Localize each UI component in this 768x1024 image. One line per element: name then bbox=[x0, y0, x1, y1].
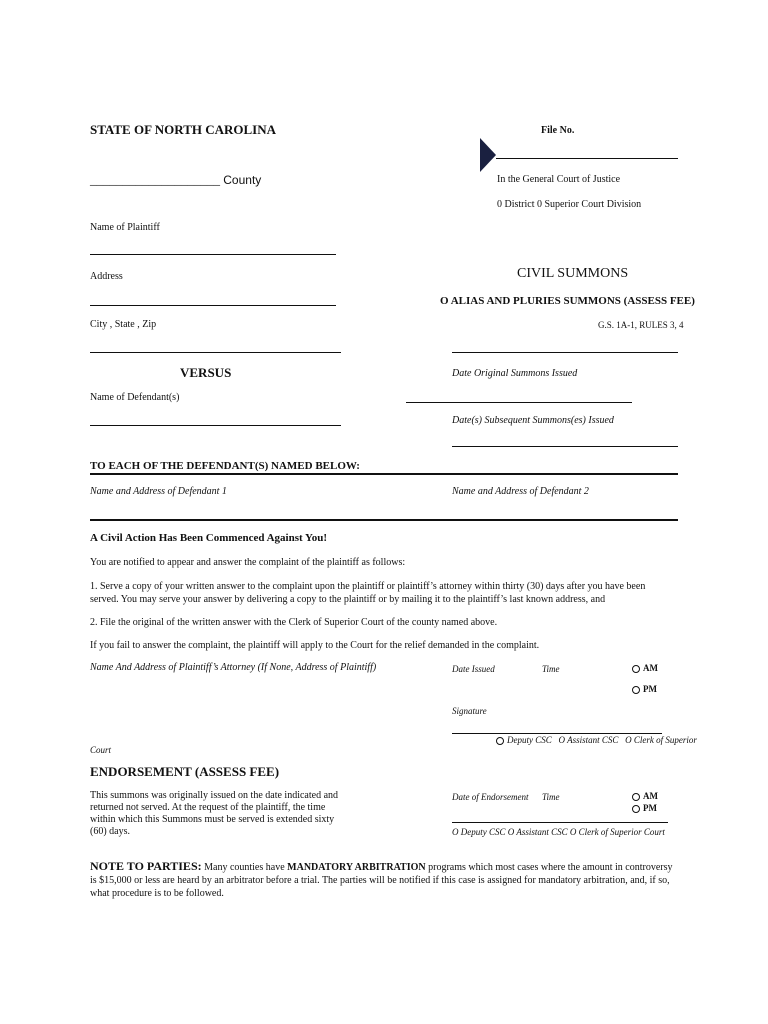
division-options[interactable]: 0 District 0 Superior Court Division bbox=[497, 199, 642, 210]
endorsement-pm-radio[interactable] bbox=[632, 805, 640, 813]
defendants-divider-top bbox=[90, 473, 678, 475]
notice-heading: A Civil Action Has Been Commenced Against You! bbox=[90, 532, 328, 544]
endorsement-roles[interactable]: O Deputy CSC O Assistant CSC O Clerk of Superior Court bbox=[452, 827, 665, 837]
county-label: County bbox=[223, 173, 262, 187]
endorsement-pm-option[interactable] bbox=[632, 803, 657, 813]
defendant-name-label: Name of Defendant(s) bbox=[90, 392, 180, 403]
alias-pluries-option[interactable]: O ALIAS AND PLURIES SUMMONS (ASSESS FEE) bbox=[440, 295, 695, 307]
endorsement-signature-line[interactable] bbox=[452, 822, 668, 823]
note-part1: Many counties have bbox=[204, 862, 285, 873]
date-original-line[interactable] bbox=[406, 402, 632, 403]
note-emphasis: MANDATORY ARBITRATION bbox=[287, 862, 426, 873]
note-label: NOTE TO PARTIES: bbox=[90, 859, 202, 873]
am-radio[interactable] bbox=[632, 665, 640, 673]
am-option[interactable] bbox=[632, 663, 658, 673]
court-of-justice: In the General Court of Justice bbox=[497, 174, 621, 185]
deputy-label: Deputy CSC bbox=[507, 735, 552, 745]
defendant-1-label: Name and Address of Defendant 1 bbox=[90, 486, 227, 497]
endorsement-am-option[interactable] bbox=[632, 791, 658, 801]
defendants-heading: TO EACH OF THE DEFENDANT(S) NAMED BELOW: bbox=[90, 460, 360, 472]
address-line[interactable] bbox=[90, 305, 336, 306]
assistant-label: O Assistant CSC bbox=[558, 735, 619, 745]
note-part2: programs which most cases where the amount in controversy is $15,000 or less are heard by an arbitrator before a trial. The parties will be notified if this case is assigned for mandatory arbitration, and, if so, what procedure is to be followed. bbox=[90, 862, 673, 899]
defendant-name-line[interactable] bbox=[90, 425, 341, 426]
court-label: Court bbox=[90, 745, 112, 755]
attorney-label: Name And Address of Plaintiff’s Attorney (If None, Address of Plaintiff) bbox=[90, 662, 377, 673]
county-blank: ____________________ bbox=[90, 172, 220, 187]
endorsement-text: This summons was originally issued on the date indicated and returned not served. At the request of the plaintiff, the time within which this Summons must be served is extended sixty (60) days. bbox=[90, 790, 339, 837]
note-to-parties bbox=[90, 860, 680, 900]
signature-line[interactable] bbox=[452, 733, 662, 734]
date-subsequent-line[interactable] bbox=[452, 446, 678, 447]
defendant-2-label: Name and Address of Defendant 2 bbox=[452, 486, 589, 497]
plaintiff-name-label: Name of Plaintiff bbox=[90, 222, 160, 233]
state-title: STATE OF NORTH CAROLINA bbox=[90, 122, 277, 137]
notice-item-2: 2. File the original of the written answer with the Clerk of Superior Court of the county named above. bbox=[90, 617, 498, 628]
endorsement-time-label: Time bbox=[542, 792, 560, 802]
city-line[interactable] bbox=[90, 352, 341, 353]
defendants-divider-bottom bbox=[90, 519, 678, 521]
civil-summons-title: CIVIL SUMMONS bbox=[517, 266, 629, 281]
county-field[interactable] bbox=[90, 172, 261, 188]
endorsement-pm-label: PM bbox=[643, 803, 657, 813]
plaintiff-name-line[interactable] bbox=[90, 254, 336, 255]
versus-label: VERSUS bbox=[180, 365, 232, 380]
file-no-line[interactable] bbox=[496, 158, 678, 159]
address-label: Address bbox=[90, 271, 123, 282]
endorsement-am-label: AM bbox=[643, 791, 658, 801]
pm-option[interactable] bbox=[632, 684, 657, 694]
pm-label: PM bbox=[643, 684, 657, 694]
signature-label: Signature bbox=[452, 706, 487, 716]
notice-intro: You are notified to appear and answer the complaint of the plaintiff as follows: bbox=[90, 557, 406, 568]
date-original-label: Date Original Summons Issued bbox=[452, 368, 578, 379]
notice-item-1: 1. Serve a copy of your written answer to the complaint upon the plaintiff or plaintiff’s attorney within thirty (30) days after you have been served. You may serve your answer by delivering a copy to the plaintiff or by mailing it to the plaintiff’s last known address, and bbox=[90, 581, 646, 605]
date-subsequent-label: Date(s) Subsequent Summons(es) Issued bbox=[452, 415, 614, 426]
statute-reference: G.S. 1A-1, RULES 3, 4 bbox=[598, 320, 684, 330]
notice-fail: If you fail to answer the complaint, the plaintiff will apply to the Court for the relief demanded in the complaint. bbox=[90, 640, 540, 651]
date-issued-label: Date Issued bbox=[452, 664, 495, 674]
summons-line[interactable] bbox=[452, 352, 678, 353]
endorsement-am-radio[interactable] bbox=[632, 793, 640, 801]
pm-radio[interactable] bbox=[632, 686, 640, 694]
arrow-marker-icon bbox=[480, 138, 496, 172]
endorsement-heading: ENDORSEMENT (ASSESS FEE) bbox=[90, 764, 280, 779]
file-no-label: File No. bbox=[541, 125, 575, 136]
deputy-radio[interactable] bbox=[496, 737, 504, 745]
clerk-label: O Clerk of Superior bbox=[625, 735, 697, 745]
signer-roles[interactable] bbox=[496, 735, 697, 745]
time-label: Time bbox=[542, 664, 560, 674]
am-label: AM bbox=[643, 663, 658, 673]
endorsement-date-label: Date of Endorsement bbox=[452, 792, 529, 802]
city-label: City , State , Zip bbox=[90, 319, 157, 330]
